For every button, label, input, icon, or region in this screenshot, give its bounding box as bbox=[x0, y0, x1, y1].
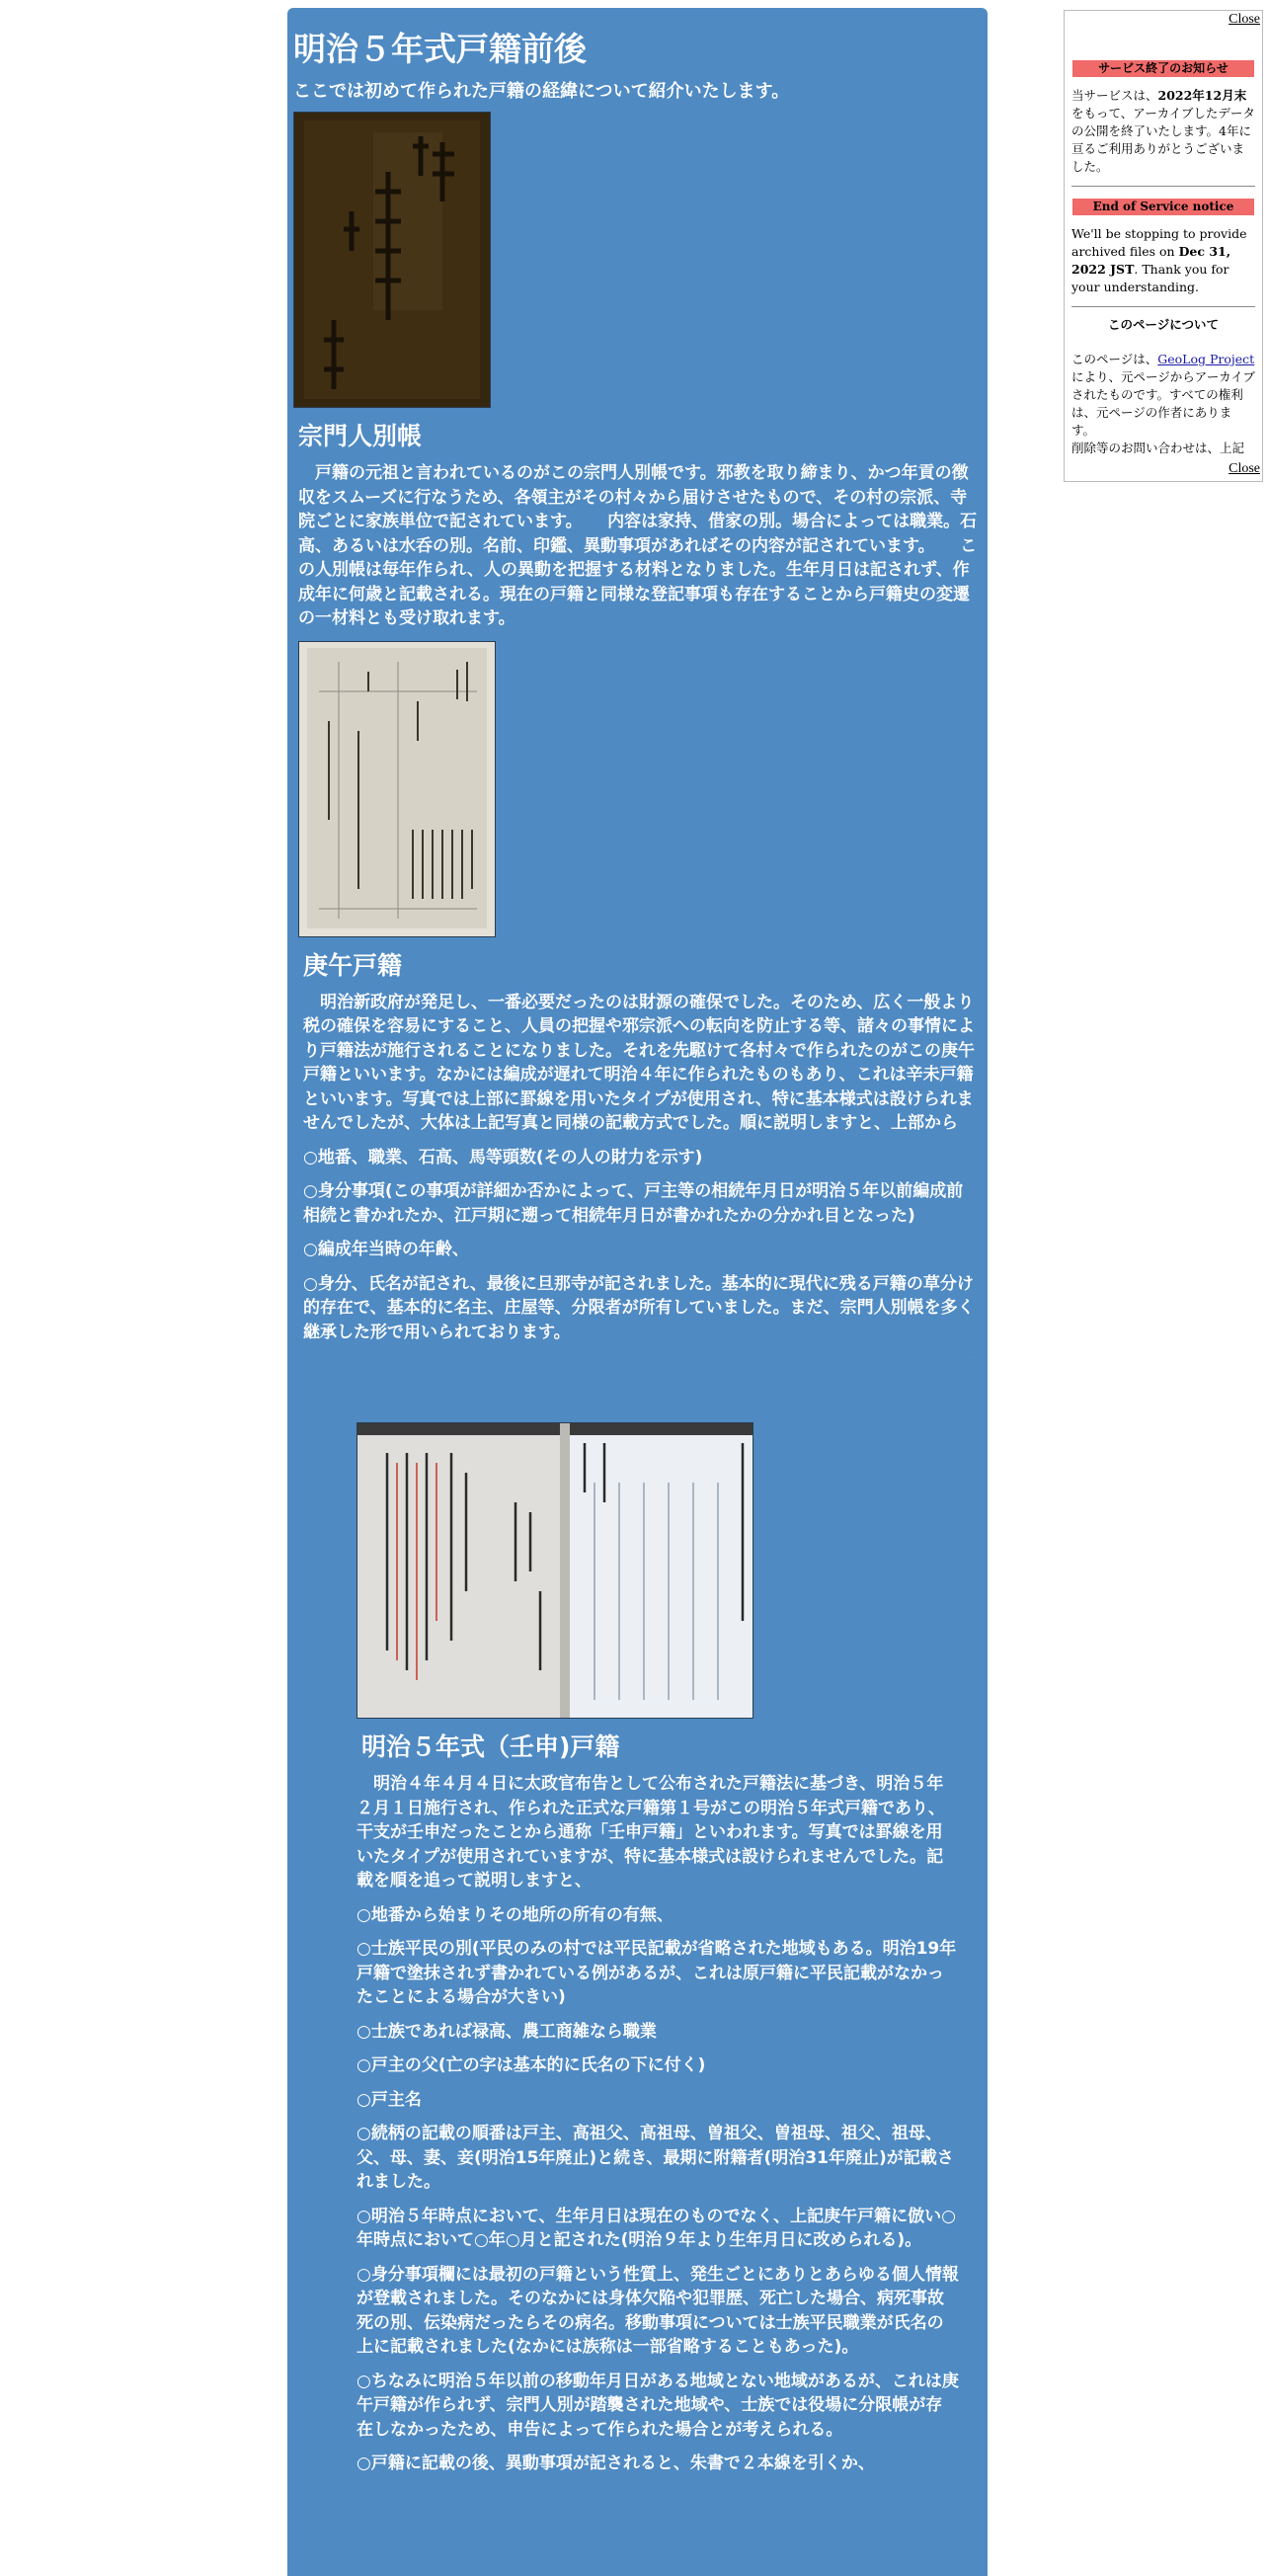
list-item: ○身分事項(この事項が詳細か否かによって、戸主等の相続年月日が明治５年以前編成前相続と書かれたか、江戸期に遡って相続年月日が書かれたかの分かれ目となった) bbox=[303, 1181, 964, 1226]
notice-header-jp: サービス終了のお知らせ bbox=[1072, 60, 1254, 77]
page-intro: ここでは初めて作られた戸籍の経緯について紹介いたします。 bbox=[293, 81, 790, 102]
list-item: ○編成年当時の年齢、 bbox=[303, 1240, 469, 1259]
section-title-shumon: 宗門人別帳 bbox=[298, 422, 423, 450]
kogo-register-image bbox=[298, 641, 496, 937]
main-content bbox=[287, 8, 988, 2576]
list-item: ○士族であれば禄高、農工商雑なら職業 bbox=[357, 2021, 657, 2042]
notice-text-jp: 当サービスは、2022年12月末をもって、アーカイブしたデータの公開を終了いたします。4年に亘るご利用ありがとうございました。 bbox=[1071, 88, 1255, 174]
section-paragraph-kogo: 明治新政府が発足し、一番必要だったのは財源の確保でした。そのため、広く一般より税の確保を容易にすること、人員の把握や邪宗派への転向を防止する等、諸々の事情により戸籍法が施行されることになりました。それを先駆けて各村々で作られたのがこの庚午戸籍といいます。なかには編成が遅れて明治４年に作られたものもあり、これは辛未戸籍といいます。写真では上部に罫線を用いたタイプが使用され、特に基本様式は設けられませんでしたが、大体は上記写真と同様の記載方式でした。順に説明しますと、上部から bbox=[303, 992, 975, 1133]
list-item: ○戸主の父(亡の字は基本的に氏名の下に付く) bbox=[357, 2055, 706, 2075]
section-kogo bbox=[293, 641, 980, 1371]
section-body-kogo bbox=[293, 991, 975, 1371]
section-shumon bbox=[293, 112, 980, 631]
main-inner bbox=[293, 30, 980, 1370]
list-item: ○士族平民の別(平民のみの村では平民記載が省略された地域もある。明治19年戸籍で塗抹されず書かれている例があるが、これは原戸籍に平民記載がなかったことによる場合が大きい) bbox=[357, 1939, 957, 2007]
geolog-project-link[interactable]: GeoLog Project bbox=[1157, 352, 1255, 366]
about-title: このページについて bbox=[1107, 317, 1219, 332]
divider bbox=[1071, 306, 1255, 307]
list-item: ○地番から始まりその地所の所有の有無、 bbox=[357, 1904, 674, 1925]
list-item: ○戸主名 bbox=[357, 2089, 422, 2110]
list-item: ○身分事項欄には最初の戸籍という性質上、発生ごとにありとあらゆる個人情報が登載されました。そのなかには身体欠陥や犯罪歴、死亡した場合、病死事故死の別、伝染病だったらその病名。移動事項については士族平民職業が氏名の上に記載されました(なかには族称は一部省略することもあった)。 bbox=[357, 2264, 959, 2357]
list-item: ○続柄の記載の順番は戸主、高祖父、高祖母、曽祖父、曽祖母、祖父、祖母、父、母、妻、妾(明治15年廃止)と続き、最期に附籍者(明治31年廃止)が記載されました。 bbox=[357, 2124, 954, 2192]
close-link-bottom[interactable]: Close bbox=[1228, 461, 1260, 476]
about-text: このページは、GeoLog Projectにより、元ページからアーカイブされたものです。すべての権利は、元ページの作者にあります。 削除等のお問い合わせは、上記 bbox=[1071, 352, 1255, 455]
list-item: ○明治５年時点において、生年月日は現在のものでなく、上記庚午戸籍に倣い○年時点において○年○月と記された(明治９年より生年月日に改められる)。 bbox=[357, 2206, 956, 2250]
archive-notice-panel bbox=[1064, 10, 1263, 482]
section-title-kogo: 庚午戸籍 bbox=[303, 950, 403, 980]
list-item: ○ちなみに明治５年以前の移動年月日がある地域とない地域があるが、これは庚午戸籍が作られず、宗門人別が踏襲された地域や、士族では役場に分限帳が存在しなかったため、申告によって作られた場合とが考えられる。 bbox=[357, 2371, 959, 2440]
divider bbox=[1071, 186, 1255, 187]
list-item: ○身分、氏名が記され、最後に旦那寺が記されました。基本的に現代に残る戸籍の草分け的存在で、基本的に名主、庄屋等、分限者が所有していました。まだ、宗門人別帳を多く継承した形で用いられております。 bbox=[303, 1273, 975, 1342]
divider: . . bbox=[303, 1353, 975, 1360]
notice-text-en: We'll be stopping to provide archived files on Dec 31, 2022 JST. Thank you for your understanding. bbox=[1071, 226, 1247, 294]
list-item: ○戸籍に記載の後、異動事項が記されると、朱書で２本線を引くか、 bbox=[357, 2454, 875, 2473]
jinshin-register-image bbox=[357, 1422, 753, 1719]
section-body-shumon: 戸籍の元祖と言われているのがこの宗門人別帳です。邪教を取り締まり、かつ年貢の徴収をスムーズに行なうため、各領主がその村々から届けさせたもので、その村の宗派、寺院ごとに家族単位で記されています。 内容は家持、借家の別。場合によっては職業。石高、あるいは水呑の別。名前、印鑑、異動事項があればその内容が記されています。 この人別帳は毎年作られ、人の異動を把握する材料となりました。生年月日は記されず、作成年に何歳と記載される。現在の戸籍と同様な登記事項も存在することから戸籍史の変遷の一材料とも受け取れます。 bbox=[298, 463, 978, 628]
page-title: 明治５年式戸籍前後 bbox=[293, 30, 587, 68]
section-title-jinshin: 明治５年式（壬申)戸籍 bbox=[361, 1732, 620, 1761]
close-link-top[interactable]: Close bbox=[1228, 12, 1260, 27]
notice-header-en: End of Service notice bbox=[1072, 199, 1254, 215]
shumon-cover-image bbox=[293, 112, 491, 408]
section-paragraph-jinshin: 明治４年４月４日に太政官布告として公布された戸籍法に基づき、明治５年２月１日施行され、作られた正式な戸籍第１号がこの明治５年式戸籍であり、干支が壬申だったことから通称「壬申戸籍」といわれます。写真では罫線を用いたタイプが使用されていますが、特に基本様式は設けられませんでした。記載を順を追って説明しますと、 bbox=[357, 1774, 946, 1891]
list-item: ○地番、職業、石高、馬等頭数(その人の財力を示す) bbox=[303, 1147, 703, 1167]
section-jinshin bbox=[357, 1422, 959, 2486]
